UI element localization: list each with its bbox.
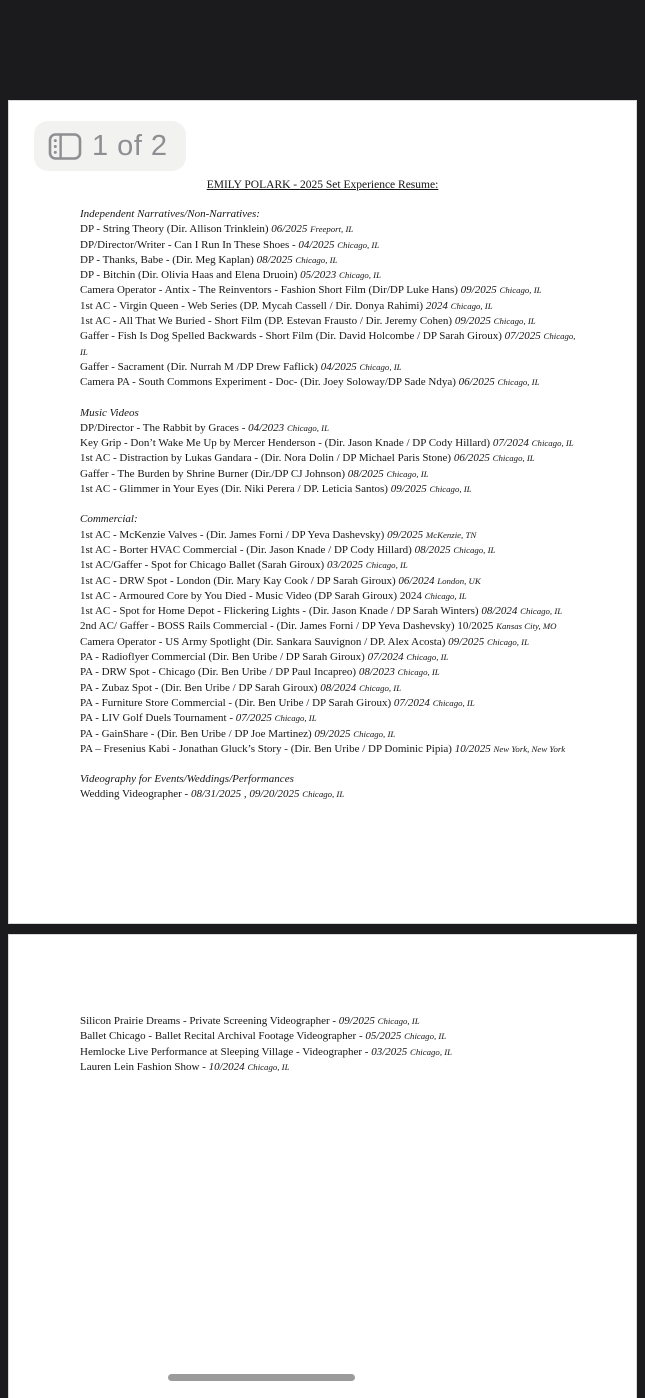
document-title: EMILY POLARK - 2025 Set Experience Resume: bbox=[206, 179, 439, 191]
resume-section bbox=[80, 772, 578, 803]
resume-line: DP - Bitchin (Dir. Olivia Haas and Elena Druoin) 05/2023 Chicago, IL bbox=[80, 269, 381, 282]
resume-line: PA – Fresenius Kabi - Jonathan Gluck’s Story - (Dir. Ben Uribe / DP Dominic Pipia) 10/2025 New York, New York bbox=[80, 742, 566, 755]
scroll-indicator[interactable] bbox=[168, 1374, 355, 1381]
resume-content-page-1 bbox=[9, 207, 636, 803]
resume-line: PA - Zubaz Spot - (Dir. Ben Uribe / DP Sarah Giroux) 08/2024 Chicago, IL bbox=[80, 681, 402, 694]
document-page-1 bbox=[8, 100, 637, 924]
sidebar-pages-icon bbox=[48, 132, 82, 161]
resume-section bbox=[80, 406, 578, 498]
section-header: Independent Narratives/Non-Narratives: bbox=[80, 208, 260, 220]
resume-line: 1st AC - Glimmer in Your Eyes (Dir. Niki Perera / DP. Leticia Santos) 09/2025 Chicago, IL bbox=[80, 483, 472, 496]
section-header: Videography for Events/Weddings/Performances bbox=[80, 773, 294, 786]
resume-line: 1st AC - Spot for Home Depot - Flickering Lights - (Dir. Jason Knade / DP Sarah Winters) 08/2024 Chicago, IL bbox=[80, 605, 563, 618]
resume-line: Key Grip - Don’t Wake Me Up by Mercer Henderson - (Dir. Jason Knade / DP Cody Hillard) 07/2024 Chicago, IL bbox=[80, 437, 574, 450]
resume-section bbox=[80, 207, 578, 391]
resume-line: 1st AC - DRW Spot - London (Dir. Mary Kay Cook / DP Sarah Giroux) 06/2024 London, UK bbox=[80, 574, 481, 587]
resume-line: 1st AC - Armoured Core by You Died - Music Video (DP Sarah Giroux) 2024 Chicago, IL bbox=[80, 589, 467, 602]
document-page-2 bbox=[8, 934, 637, 1398]
resume-line: PA - DRW Spot - Chicago (Dir. Ben Uribe / DP Paul Incapreo) 08/2023 Chicago, IL bbox=[80, 666, 440, 679]
resume-section bbox=[80, 512, 578, 757]
resume-content-page-2 bbox=[9, 935, 636, 1075]
page-indicator-label: 1 of 2 bbox=[92, 129, 168, 162]
resume-section bbox=[80, 1014, 578, 1075]
resume-line: 1st AC - McKenzie Valves - (Dir. James Forni / DP Yeva Dashevsky) 09/2025 McKenzie, TN bbox=[80, 528, 477, 541]
resume-line: Ballet Chicago - Ballet Recital Archival Footage Videographer - 05/2025 Chicago, IL bbox=[80, 1030, 447, 1043]
resume-line: Wedding Videographer - 08/31/2025 , 09/20/2025 Chicago, IL bbox=[80, 788, 345, 801]
resume-line: Gaffer - Sacrament (Dir. Nurrah M /DP Drew Faflick) 04/2025 Chicago, IL bbox=[80, 360, 402, 373]
resume-line: PA - LIV Golf Duels Tournament - 07/2025 Chicago, IL bbox=[80, 712, 317, 725]
resume-line: Lauren Lein Fashion Show - 10/2024 Chicago, IL bbox=[80, 1060, 290, 1073]
resume-line: Gaffer - Fish Is Dog Spelled Backwards - Short Film (Dir. David Holcombe / DP Sarah Giroux) 07/2025 Chicago, IL bbox=[80, 330, 576, 357]
resume-line: PA - Furniture Store Commercial - (Dir. Ben Uribe / DP Sarah Giroux) 07/2024 Chicago, IL bbox=[80, 696, 475, 709]
resume-line: DP/Director/Writer - Can I Run In These Shoes - 04/2025 Chicago, IL bbox=[80, 238, 380, 251]
resume-line: 1st AC - Borter HVAC Commercial - (Dir. Jason Knade / DP Cody Hillard) 08/2025 Chicago, IL bbox=[80, 543, 496, 556]
resume-line: 1st AC - All That We Buried - Short Film (DP. Estevan Frausto / Dir. Jeremy Cohen) 09/2025 Chicago, IL bbox=[80, 315, 536, 328]
resume-line: Camera PA - South Commons Experiment - Doc- (Dir. Joey Soloway/DP Sade Ndya) 06/2025 Chicago, IL bbox=[80, 376, 540, 389]
page-indicator-pill[interactable] bbox=[34, 121, 186, 171]
resume-line: 2nd AC/ Gaffer - BOSS Rails Commercial - (Dir. James Forni / DP Yeva Dashevsky) 10/2025 Kansas City, MO bbox=[80, 620, 557, 633]
resume-line: PA - GainShare - (Dir. Ben Uribe / DP Joe Martinez) 09/2025 Chicago, IL bbox=[80, 727, 396, 740]
section-header: Music Videos bbox=[80, 406, 139, 419]
section-header: Commercial: bbox=[80, 513, 138, 526]
resume-line: Camera Operator - Antix - The Reinventors - Fashion Short Film (Dir/DP Luke Hans) 09/2025 Chicago, IL bbox=[80, 284, 542, 297]
resume-line: Hemlocke Live Performance at Sleeping Village - Videographer - 03/2025 Chicago, IL bbox=[80, 1045, 453, 1058]
resume-line: Camera Operator - US Army Spotlight (Dir. Sankara Sauvignon / DP. Alex Acosta) 09/2025 Chicago, IL bbox=[80, 635, 529, 648]
resume-line: Gaffer - The Burden by Shrine Burner (Dir./DP CJ Johnson) 08/2025 Chicago, IL bbox=[80, 467, 429, 480]
resume-line: DP/Director - The Rabbit by Graces - 04/2023 Chicago, IL bbox=[80, 421, 329, 434]
resume-line: PA - Radioflyer Commercial (Dir. Ben Uribe / DP Sarah Giroux) 07/2024 Chicago, IL bbox=[80, 651, 449, 664]
resume-line: 1st AC - Virgin Queen - Web Series (DP. Mycah Cassell / Dir. Donya Rahimi) 2024 Chicago, IL bbox=[80, 299, 493, 312]
resume-line: DP - String Theory (Dir. Allison Trinklein) 06/2025 Freeport, IL bbox=[80, 223, 354, 236]
resume-line: Silicon Prairie Dreams - Private Screening Videographer - 09/2025 Chicago, IL bbox=[80, 1015, 420, 1027]
resume-line: DP - Thanks, Babe - (Dir. Meg Kaplan) 08/2025 Chicago, IL bbox=[80, 253, 338, 266]
resume-line: 1st AC/Gaffer - Spot for Chicago Ballet (Sarah Giroux) 03/2025 Chicago, IL bbox=[80, 559, 408, 572]
resume-line: 1st AC - Distraction by Lukas Gandara - (Dir. Nora Dolin / DP Michael Paris Stone) 06/2025 Chicago, IL bbox=[80, 452, 535, 465]
